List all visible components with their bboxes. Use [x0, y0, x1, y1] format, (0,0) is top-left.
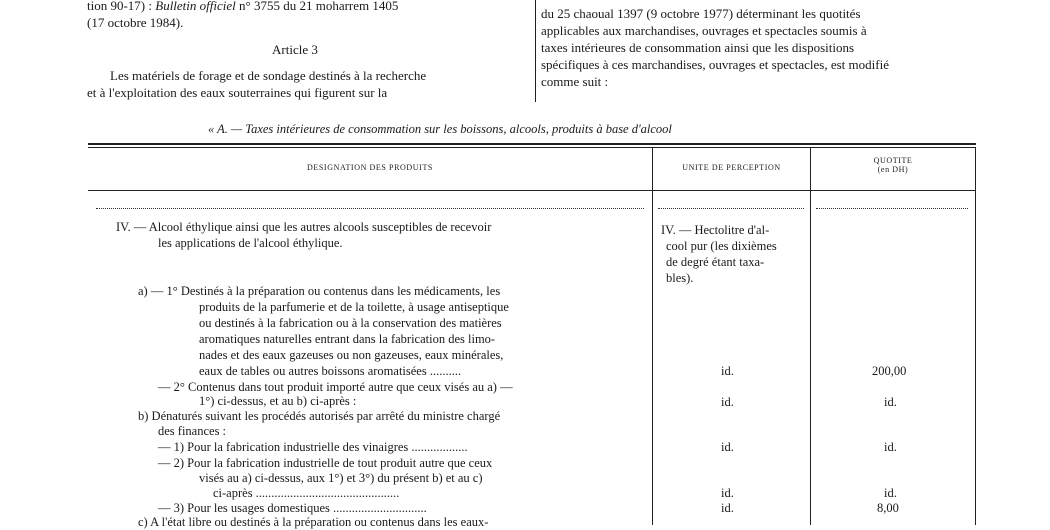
designation-line: a) — 1° Destinés à la préparation ou contenus dans les médicaments, les: [138, 284, 501, 298]
quotite-value: id.: [884, 395, 897, 409]
quotite-value: id.: [884, 440, 897, 454]
unite-value: id.: [721, 486, 734, 500]
col-divider-1: [652, 147, 653, 525]
unite-value: id.: [721, 364, 734, 378]
section-heading: « A. — Taxes intérieures de consommation sur les boissons, alcools, produits à base d'alcool: [208, 122, 672, 136]
designation-line: — 2° Contenus dans tout produit importé autre que ceux visés au a) —: [158, 380, 513, 394]
col-divider-2: [810, 147, 811, 525]
table-top-rule: [88, 143, 976, 145]
unite-value: id.: [721, 440, 734, 454]
unite-line: IV. — Hectolitre d'al-: [661, 223, 770, 237]
designation-line: c) A l'état libre ou destinés à la préparation ou contenus dans les eaux-: [138, 515, 489, 529]
right-line-3: taxes intérieures de consommation ainsi que les dispositions: [541, 40, 855, 55]
designation-line: eaux de tables ou autres boissons aromatisées ..........: [199, 364, 462, 378]
unite-line: cool pur (les dixièmes: [666, 239, 777, 253]
designation-line: — 1) Pour la fabrication industrielle des vinaigres ..................: [158, 440, 468, 454]
left-line-1: tion 90-17) : Bulletin officiel n° 3755 du 21 moharrem 1405: [87, 0, 399, 13]
header-quotite: QUOTITE: [873, 156, 913, 165]
header-unite: UNITE DE PERCEPTION: [682, 163, 781, 172]
right-line-2: applicables aux marchandises, ouvrages et spectacles soumis à: [541, 23, 867, 38]
designation-line: des finances :: [158, 424, 227, 438]
designation-line: 1°) ci-dessus, et au b) ci-après :: [199, 394, 357, 408]
designation-line: visés au a) ci-dessus, aux 1°) et 3°) du présent b) et au c): [199, 471, 483, 485]
dots-row-unite: [658, 208, 804, 209]
table-right-edge: [975, 147, 976, 525]
dots-row-designation: [96, 208, 644, 209]
left-line-2: (17 octobre 1984).: [87, 15, 184, 30]
header-designation: DESIGNATION DES PRODUITS: [307, 163, 433, 172]
designation-line: — 2) Pour la fabrication industrielle de tout produit autre que ceux: [158, 456, 493, 470]
designation-line: nades et des eaux gazeuses ou non gazeuses, eaux minérales,: [199, 348, 504, 362]
table-top-rule-2: [88, 147, 976, 148]
quotite-value: id.: [884, 486, 897, 500]
unite-value: id.: [721, 501, 734, 515]
left-paragraph-line-2: et à l'exploitation des eaux souterraines qui figurent sur la: [87, 85, 388, 100]
dots-row-quotite: [816, 208, 968, 209]
left-paragraph-line-1: Les matériels de forage et de sondage destinés à la recherche: [110, 68, 427, 83]
right-line-4: spécifiques à ces marchandises, ouvrages et spectacles, est modifié: [541, 57, 889, 72]
designation-line: ci-après ..............................................: [213, 486, 400, 500]
designation-line: produits de la parfumerie et de la toilette, à usage antiseptique: [199, 300, 509, 314]
designation-line: — 3) Pour les usages domestiques ..............................: [158, 501, 427, 515]
unite-line: de degré étant taxa-: [666, 255, 765, 269]
designation-line: IV. — Alcool éthylique ainsi que les autres alcools susceptibles de recevoir: [116, 220, 492, 234]
designation-line: les applications de l'alcool éthylique.: [158, 236, 343, 250]
designation-line: ou destinés à la fabrication ou à la conservation des matières: [199, 316, 502, 330]
designation-line: aromatiques naturelles entrant dans la fabrication des limo-: [199, 332, 496, 346]
unite-line: bles).: [666, 271, 694, 285]
designation-line: b) Dénaturés suivant les procédés autorisés par arrêté du ministre chargé: [138, 409, 501, 423]
table-header-rule: [88, 190, 976, 191]
right-line-5: comme suit :: [541, 74, 609, 89]
article-title: Article 3: [272, 42, 318, 57]
right-line-1: du 25 chaoual 1397 (9 octobre 1977) déterminant les quotités: [541, 6, 861, 21]
quotite-value: 200,00: [872, 364, 907, 378]
unite-value: id.: [721, 395, 734, 409]
header-quotite-unit: (en DH): [877, 165, 909, 174]
quotite-value: 8,00: [877, 501, 899, 515]
column-divider: [535, 0, 536, 102]
